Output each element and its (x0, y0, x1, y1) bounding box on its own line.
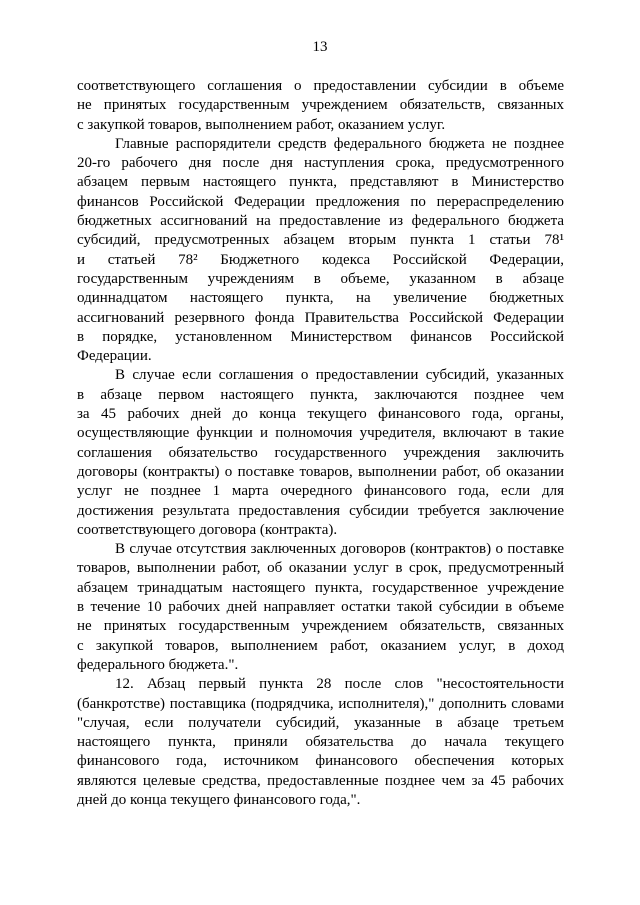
text-line: дней до конца текущего финансового года,". (77, 791, 361, 808)
paragraph-1 (77, 77, 564, 135)
text-line: за 45 рабочих дней до конца текущего финансового года, органы, (77, 406, 564, 423)
text-line: федерального бюджета.". (77, 656, 239, 673)
text-line: с закупкой товаров, выполнением работ, оказанием услуг, в доход (77, 637, 564, 654)
text-line: В случае отсутствия заключенных договоров (контрактов) о поставке (115, 541, 564, 558)
text-line: 20-го рабочего дня после дня наступления срока, предусмотренного (77, 155, 564, 172)
paragraph-4 (77, 540, 564, 675)
paragraph-2 (77, 135, 564, 367)
text-line: соответствующего соглашения о предоставлении субсидии в объеме (77, 78, 564, 94)
page-number: 13 (312, 39, 328, 55)
text-line: бюджетных ассигнований на предоставление из федерального бюджета (77, 213, 564, 230)
text-line: финансов Российской Федерации предложения по перераспределению (77, 193, 564, 210)
text-line: Главные распорядители средств федерального бюджета не позднее (115, 135, 564, 152)
text-line: одиннадцатом настоящего пункта, на увеличение бюджетных (77, 290, 564, 307)
text-line: являются целевые средства, предоставленные позднее чем за 45 рабочих (77, 772, 564, 789)
text-line: не принятых государственным учреждением обязательств, связанных (77, 97, 564, 114)
paragraph-3 (77, 366, 564, 540)
text-line: осуществляющие функции и полномочия учредителя, включают в такие (77, 425, 564, 442)
text-line: не принятых государственным учреждением обязательств, связанных (77, 618, 564, 635)
text-line: финансового года, источником финансового обеспечения которых (77, 753, 564, 770)
text-line: "случая, если получатели субсидий, указанные в абзаце третьем (77, 714, 564, 731)
text-line: Федерации. (77, 348, 152, 365)
text-line: абзацем тринадцатым настоящего пункта, государственное учреждение (77, 579, 564, 596)
text-line: настоящего пункта, приняли обязательства до начала текущего (77, 734, 564, 751)
text-line: договоры (контракты) о поставке товаров, выполнении работ, об оказании (77, 463, 564, 480)
text-line: в течение 10 рабочих дней направляет остатки такой субсидии в объеме (77, 599, 564, 616)
text-line: в порядке, установленном Министерством финансов Российской (77, 328, 564, 345)
text-line: государственным учреждениям в объеме, указанном в абзаце (77, 270, 564, 287)
text-line: достижения результата предоставления субсидии требуется заключение (77, 502, 564, 519)
text-line: соглашения обязательство государственного учреждения заключить (77, 444, 564, 461)
text-line: услуг не позднее 1 марта очередного финансового года, если для (77, 483, 564, 500)
text-line: (банкротстве) поставщика (подрядчика, исполнителя)," дополнить словами (77, 695, 564, 712)
text-line: и статьей 78² Бюджетного кодекса Российской Федерации, (77, 251, 564, 268)
text-line: ассигнований резервного фонда Правительства Российской Федерации (77, 309, 564, 326)
text-line: В случае если соглашения о предоставлении субсидий, указанных (115, 367, 564, 384)
text-line: субсидий, предусмотренных абзацем вторым пункта 1 статьи 78¹ (77, 232, 564, 249)
text-line: соответствующего договора (контракта). (77, 521, 338, 538)
text-line: 12. Абзац первый пункта 28 после слов "несостоятельности (115, 676, 564, 693)
text-line: с закупкой товаров, выполнением работ, оказанием услуг. (77, 116, 446, 133)
text-line: абзацем первым настоящего пункта, представляют в Министерство (77, 174, 564, 191)
document-body (77, 77, 564, 810)
paragraph-5 (77, 675, 564, 810)
text-line: товаров, выполнении работ, об оказании услуг в срок, предусмотренный (77, 560, 564, 577)
text-line: в абзаце первом настоящего пункта, заключаются позднее чем (77, 386, 564, 403)
